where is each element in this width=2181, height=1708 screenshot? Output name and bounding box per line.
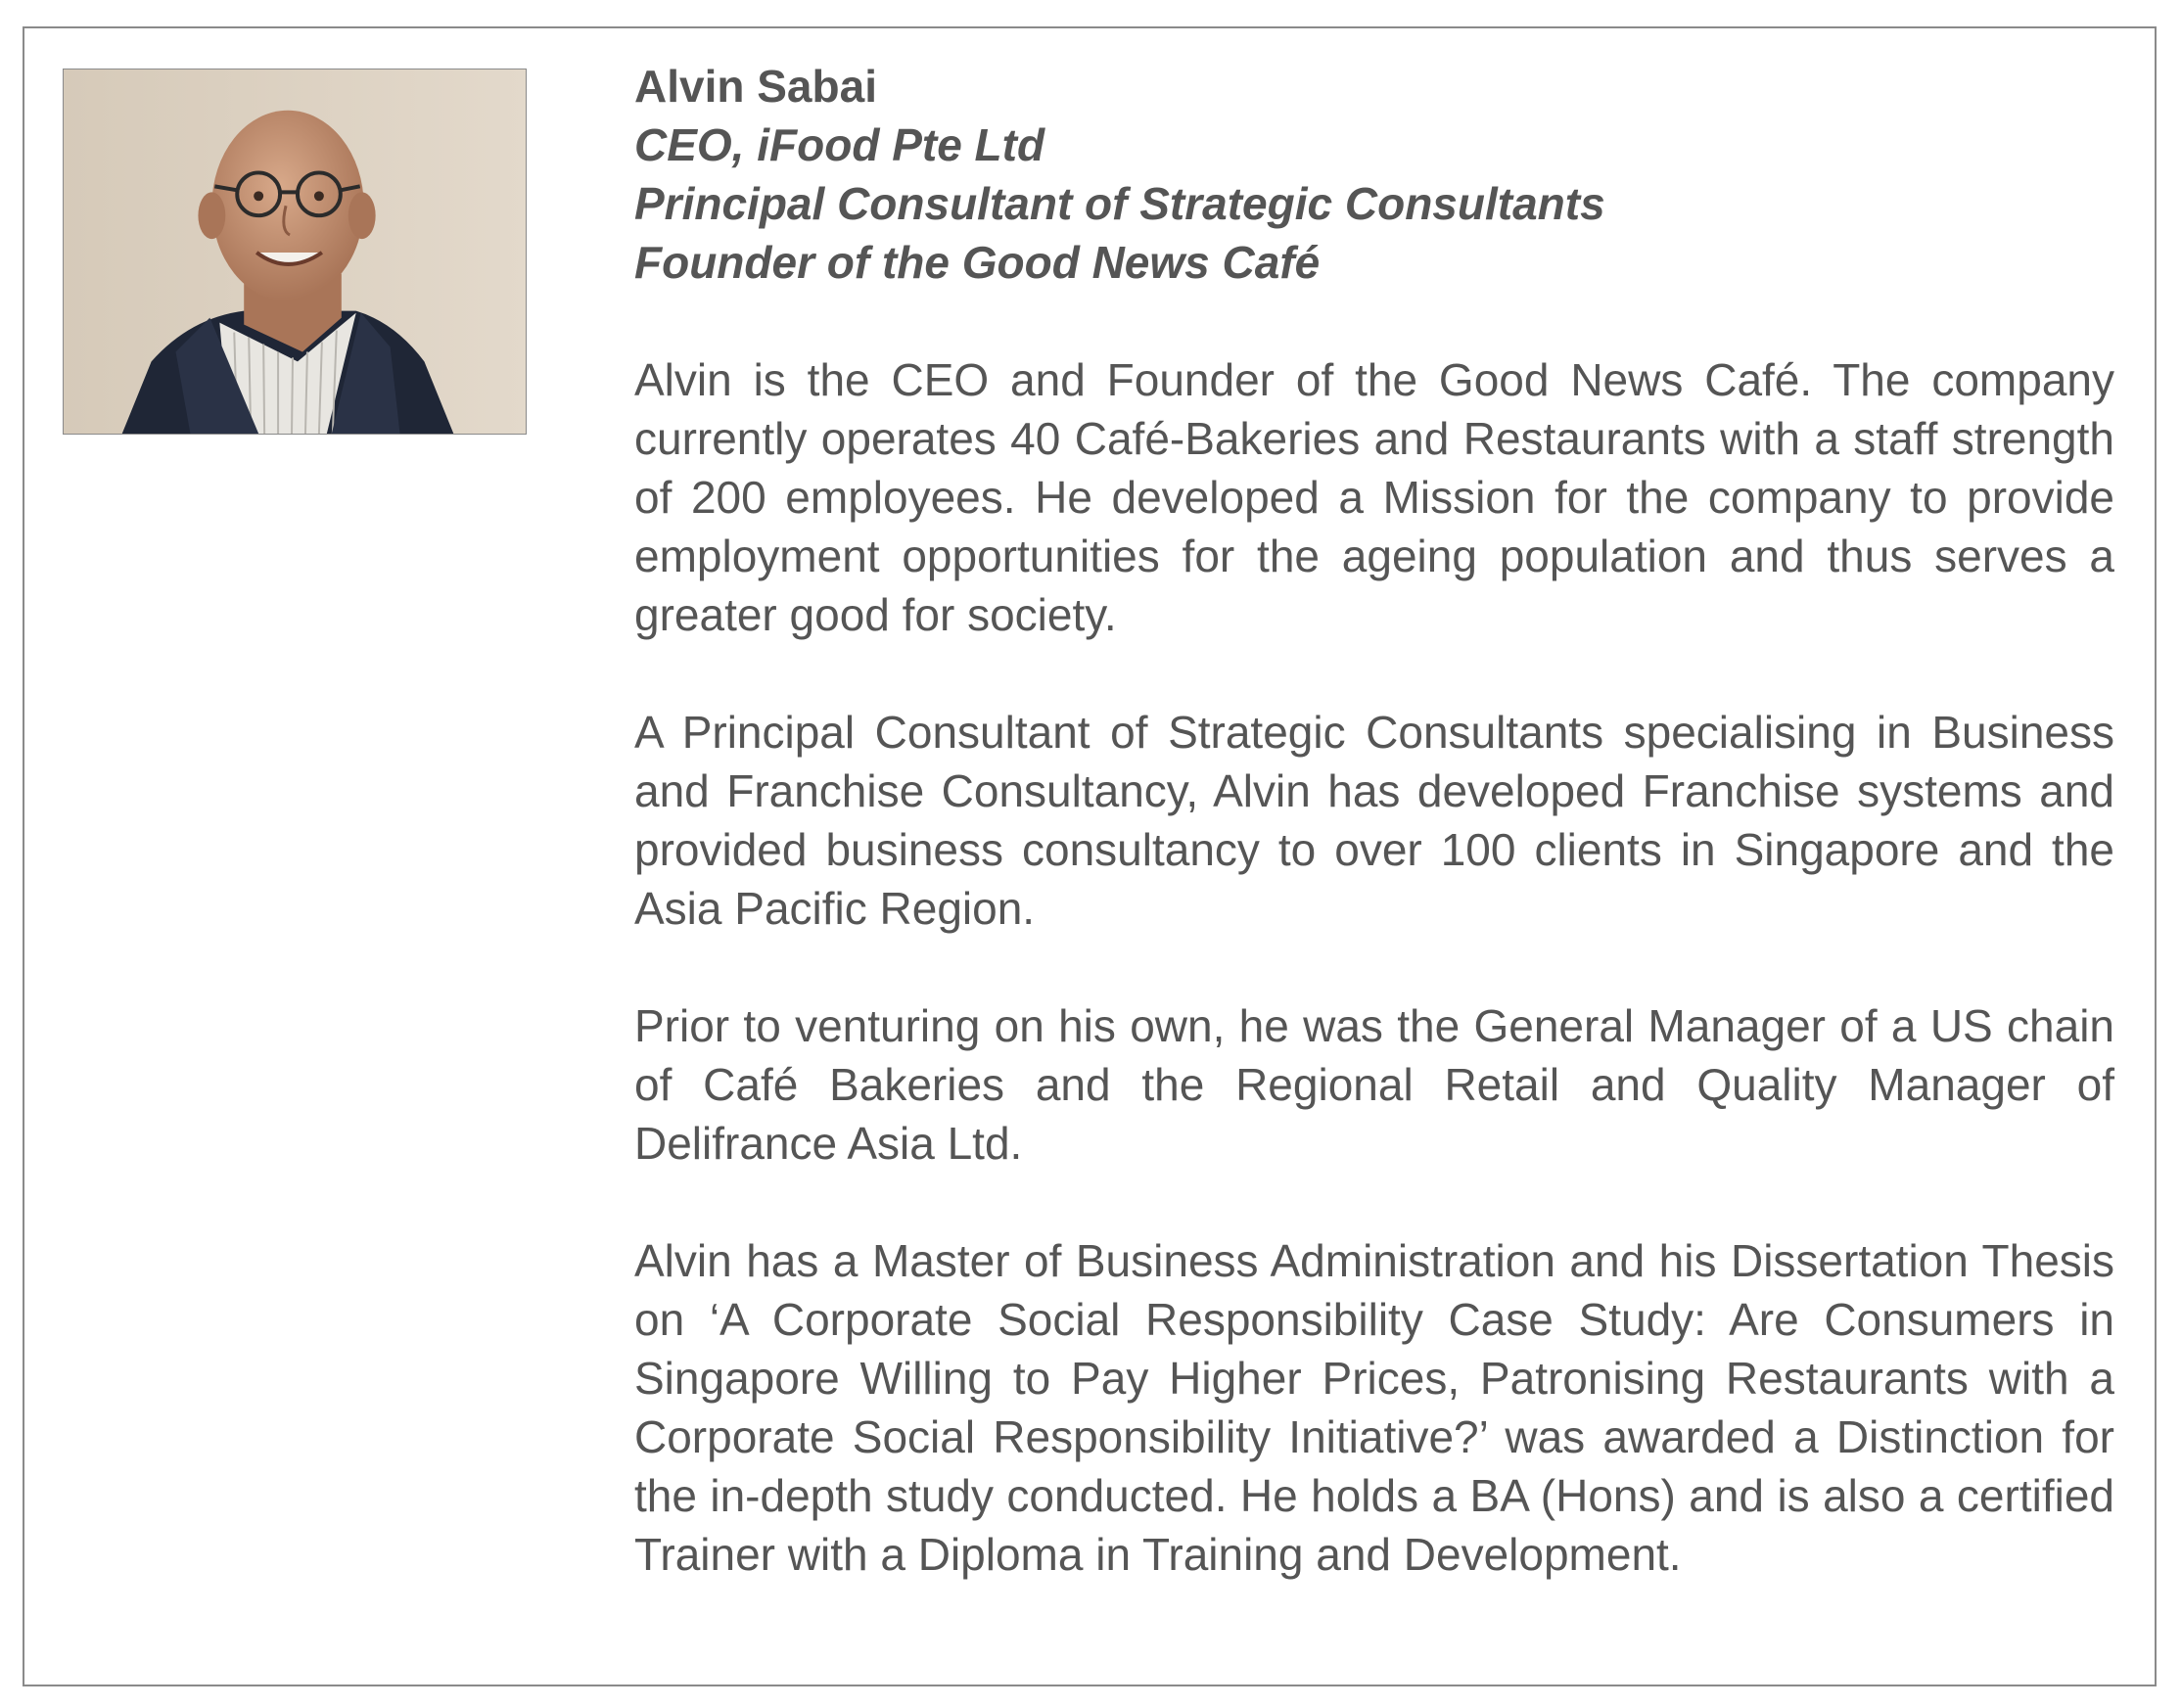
bio-content [634,57,2114,1584]
profile-photo [63,69,527,435]
bio-paragraph-3: Prior to venturing on his own, he was the General Manager of a US chain of Café Bakeries and the Regional Retail and Quality Manager of Delifrance Asia Ltd. [634,1000,2114,1169]
title-ceo: CEO, iFood Pte Ltd [634,119,1045,170]
title-founder: Founder of the Good News Café [634,237,1321,288]
bio-paragraph-2: A Principal Consultant of Strategic Consultants specialising in Business and Franchise Consultancy, Alvin has developed Franchise systems and provided business consultancy to over 100 clients in Singapore and the Asia Pacific Region. [634,707,2114,934]
bio-paragraph-1: Alvin is the CEO and Founder of the Good News Café. The company currently operates 40 Café-Bakeries and Restaurants with a staff strength of 200 employees. He developed a Mission for the company to provide employment opportunities for the ageing population and thus serves a greater good for society. [634,354,2114,640]
bio-paragraph-4: Alvin has a Master of Business Administration and his Dissertation Thesis on ‘A Corporate Social Responsibility Case Study: Are Consumers in Singapore Willing to Pay Higher Prices, Patronising Restaurants with a Corporate Social Responsibility Initiative?’ was awarded a Distinction for the in-depth study conducted. He holds a BA (Hons) and is also a certified Trainer with a Diploma in Training and Development. [634,1235,2114,1580]
bio-headline [634,57,2114,292]
title-principal-consultant: Principal Consultant of Strategic Consultants [634,178,1605,229]
person-name: Alvin Sabai [634,61,877,112]
